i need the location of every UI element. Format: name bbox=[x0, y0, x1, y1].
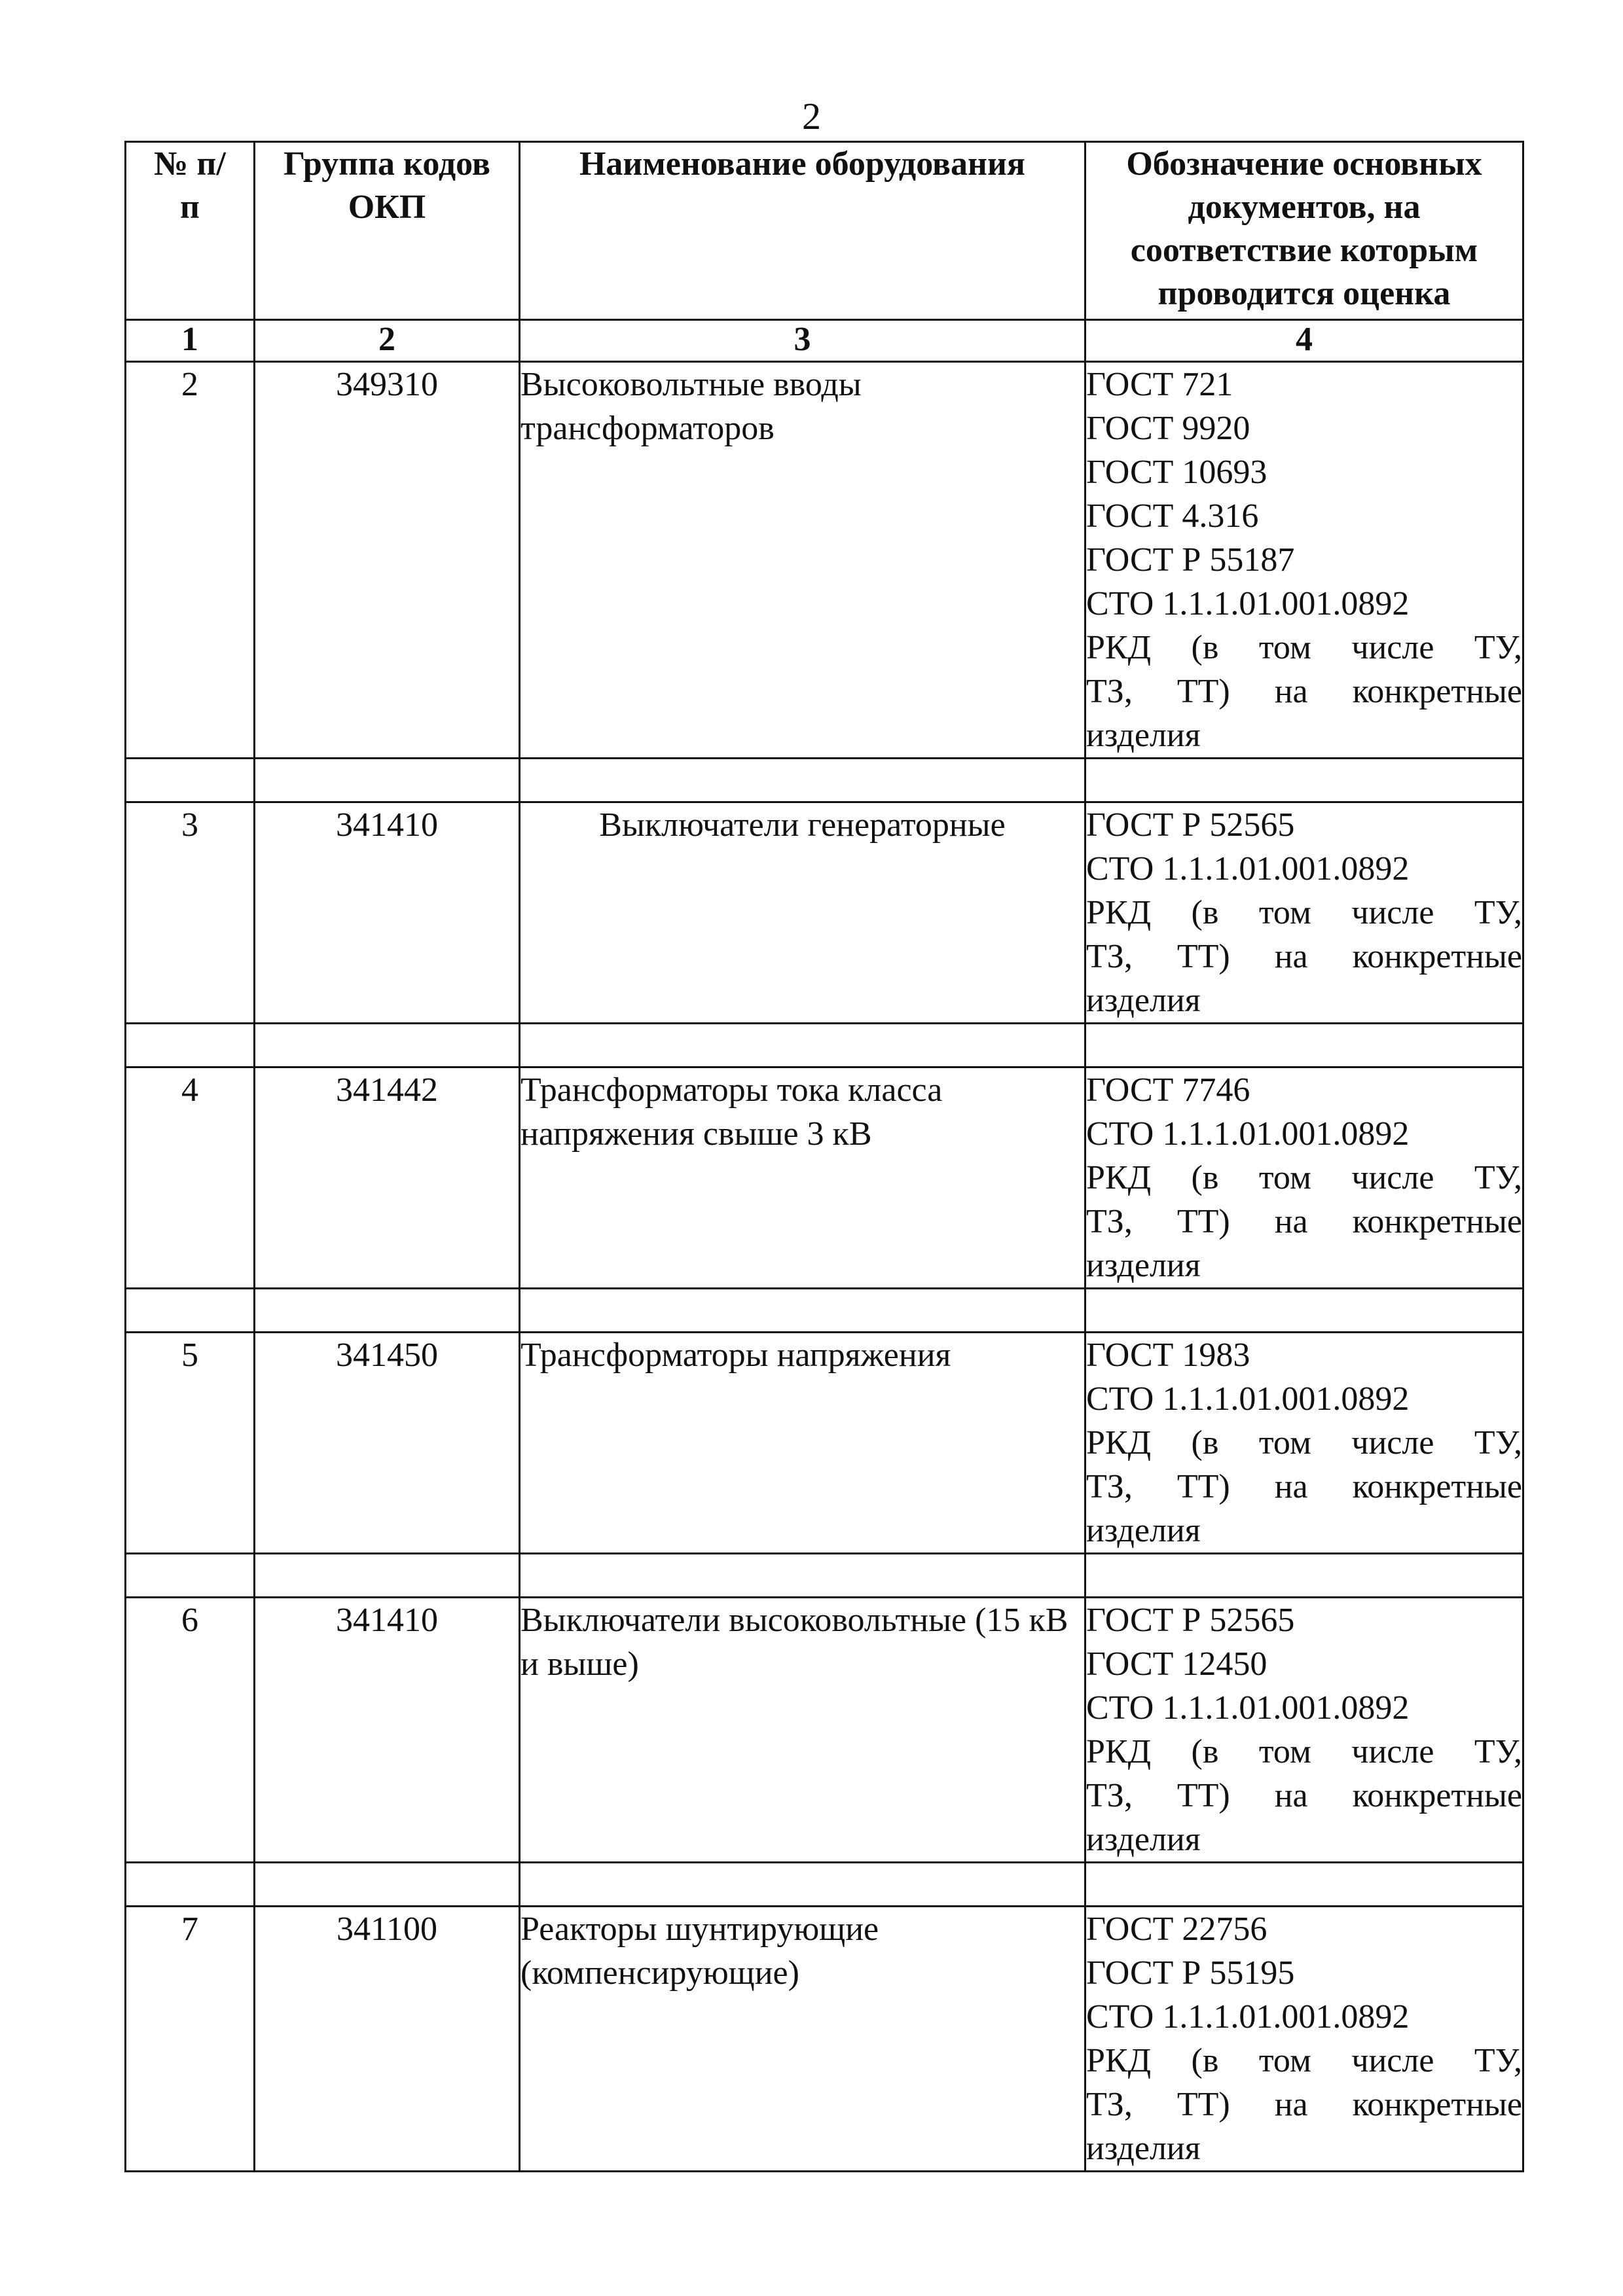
rkd-note-line: РКД (в том числе ТУ, bbox=[1086, 1159, 1522, 1196]
rkd-note-line: изделия bbox=[1086, 2130, 1201, 2167]
rkd-note-line: РКД (в том числе ТУ, bbox=[1086, 629, 1522, 666]
document-ref: ГОСТ 9920 bbox=[1086, 410, 1250, 447]
documents-cell bbox=[1085, 362, 1523, 759]
table-row bbox=[126, 1598, 1523, 1863]
table-row bbox=[126, 1333, 1523, 1554]
table-header-row bbox=[126, 142, 1523, 320]
equipment-name: Трансформаторы напряжения bbox=[520, 1333, 1085, 1554]
rkd-note-line: изделия bbox=[1086, 717, 1201, 754]
row-number: 5 bbox=[126, 1333, 255, 1554]
document-ref: ГОСТ Р 55187 bbox=[1086, 541, 1295, 579]
rkd-note-line: РКД (в том числе ТУ, bbox=[1086, 1424, 1522, 1462]
column-index: 3 bbox=[520, 320, 1085, 362]
rkd-note-line: ТЗ, ТТ) на конкретные bbox=[1086, 2086, 1522, 2123]
column-index: 2 bbox=[255, 320, 520, 362]
column-index: 1 bbox=[126, 320, 255, 362]
equipment-name: Выключатели высоковольтные (15 кВ и выше) bbox=[520, 1598, 1085, 1863]
spacer-row bbox=[126, 1289, 1523, 1333]
rkd-note-line: изделия bbox=[1086, 1512, 1201, 1549]
page-number: 2 bbox=[802, 95, 821, 137]
documents-cell bbox=[1085, 1067, 1523, 1289]
column-index: 4 bbox=[1085, 320, 1523, 362]
okp-code: 349310 bbox=[255, 362, 520, 759]
row-number: 2 bbox=[126, 362, 255, 759]
equipment-table bbox=[124, 141, 1524, 2172]
rkd-note-line: изделия bbox=[1086, 982, 1201, 1019]
document-ref: ГОСТ Р 52565 bbox=[1086, 1602, 1295, 1639]
rkd-note-line: ТЗ, ТТ) на конкретные bbox=[1086, 673, 1522, 710]
document-ref: СТО 1.1.1.01.001.0892 bbox=[1086, 1689, 1410, 1727]
rkd-note-line: изделия bbox=[1086, 1247, 1201, 1284]
okp-code: 341442 bbox=[255, 1067, 520, 1289]
okp-code: 341100 bbox=[255, 1907, 520, 2172]
rkd-note-line: ТЗ, ТТ) на конкретные bbox=[1086, 1777, 1522, 1814]
rkd-note-line: РКД (в том числе ТУ, bbox=[1086, 1733, 1522, 1770]
document-ref: СТО 1.1.1.01.001.0892 bbox=[1086, 850, 1410, 888]
document-ref: ГОСТ 1983 bbox=[1086, 1336, 1250, 1374]
document-ref: ГОСТ 4.316 bbox=[1086, 497, 1259, 535]
equipment-name: Трансформаторы тока класса напряжения свыше 3 кВ bbox=[520, 1067, 1085, 1289]
documents-cell bbox=[1085, 1598, 1523, 1863]
spacer-row bbox=[126, 1024, 1523, 1067]
document-ref: СТО 1.1.1.01.001.0892 bbox=[1086, 1115, 1410, 1153]
equipment-name: Реакторы шунтирующие (компенсирующие) bbox=[520, 1907, 1085, 2172]
table-row bbox=[126, 1067, 1523, 1289]
rkd-note-line: ТЗ, ТТ) на конкретные bbox=[1086, 938, 1522, 975]
document-ref: СТО 1.1.1.01.001.0892 bbox=[1086, 1380, 1410, 1418]
header-docs: Обозначение основных документов, на соответствие которым проводится оценка bbox=[1085, 142, 1523, 320]
table-row bbox=[126, 362, 1523, 759]
rkd-note-line: ТЗ, ТТ) на конкретные bbox=[1086, 1468, 1522, 1505]
equipment-name: Выключатели генераторные bbox=[520, 802, 1085, 1024]
equipment-name: Высоковольтные вводы трансформаторов bbox=[520, 362, 1085, 759]
row-number: 7 bbox=[126, 1907, 255, 2172]
spacer-row bbox=[126, 1554, 1523, 1598]
document-ref: ГОСТ Р 55195 bbox=[1086, 1954, 1295, 1992]
document-ref: ГОСТ 7746 bbox=[1086, 1071, 1250, 1109]
okp-code: 341410 bbox=[255, 802, 520, 1024]
spacer-row bbox=[126, 1863, 1523, 1907]
table-row bbox=[126, 1907, 1523, 2172]
rkd-note-line: ТЗ, ТТ) на конкретные bbox=[1086, 1203, 1522, 1240]
okp-code: 341410 bbox=[255, 1598, 520, 1863]
document-ref: ГОСТ 10693 bbox=[1086, 454, 1267, 491]
header-name: Наименование оборудования bbox=[520, 142, 1085, 320]
header-num: № п/п bbox=[126, 142, 255, 320]
header-code: Группа кодов ОКП bbox=[255, 142, 520, 320]
document-ref: ГОСТ 12450 bbox=[1086, 1645, 1267, 1683]
documents-cell bbox=[1085, 1333, 1523, 1554]
table-row bbox=[126, 802, 1523, 1024]
documents-cell bbox=[1085, 802, 1523, 1024]
row-number: 3 bbox=[126, 802, 255, 1024]
document-ref: СТО 1.1.1.01.001.0892 bbox=[1086, 1998, 1410, 2036]
document-ref: СТО 1.1.1.01.001.0892 bbox=[1086, 585, 1410, 622]
document-ref: ГОСТ 22756 bbox=[1086, 1910, 1267, 1948]
rkd-note-line: РКД (в том числе ТУ, bbox=[1086, 894, 1522, 931]
column-index-row bbox=[126, 320, 1523, 362]
documents-cell bbox=[1085, 1907, 1523, 2172]
row-number: 4 bbox=[126, 1067, 255, 1289]
rkd-note-line: изделия bbox=[1086, 1821, 1201, 1858]
row-number: 6 bbox=[126, 1598, 255, 1863]
document-ref: ГОСТ Р 52565 bbox=[1086, 806, 1295, 844]
rkd-note-line: РКД (в том числе ТУ, bbox=[1086, 2042, 1522, 2079]
document-ref: ГОСТ 721 bbox=[1086, 366, 1233, 403]
okp-code: 341450 bbox=[255, 1333, 520, 1554]
spacer-row bbox=[126, 759, 1523, 802]
